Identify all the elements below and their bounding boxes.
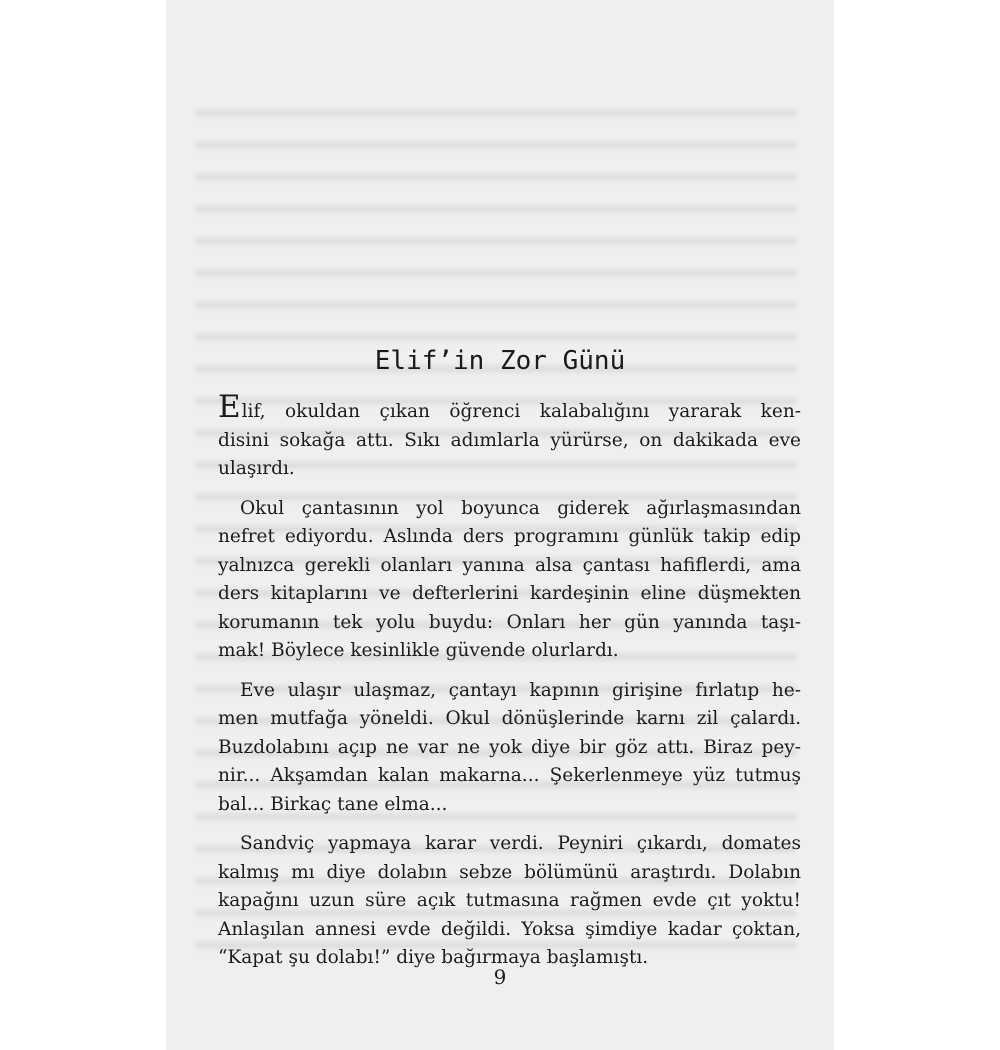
body-text — [218, 389, 801, 984]
drop-cap: E — [218, 389, 241, 425]
chapter-title: Elif’in Zor Günü — [374, 346, 626, 376]
paragraph — [218, 495, 801, 666]
text-line: Sandviç yapmaya karar verdi. Peyniri çıkardı, domates — [240, 833, 801, 854]
text-line: mak! Böylece kesinlikle güvende olurlardı. — [218, 640, 619, 661]
text-line: ders kitaplarını ve defterlerini kardeşinin eline düşmekten — [218, 583, 801, 604]
text-line: Elif, okuldan çıkan öğrenci kalabalığını yararak ken- — [218, 389, 801, 425]
text-line: disini sokağa attı. Sıkı adımlarla yürürse, on dakikada eve — [218, 429, 801, 451]
text-line: yalnızca gerekli olanları yanına alsa çantası hafiflerdi, ama — [218, 554, 801, 576]
page-number: 9 — [493, 965, 507, 989]
text-line: Buzdolabını açıp ne var ne yok diye bir göz attı. Biraz pey- — [218, 736, 801, 758]
text-line: men mutfağa yöneldi. Okul dönüşlerinde karnı zil çalardı. — [218, 708, 801, 729]
text-line: kapağını uzun süre açık tutmasına rağmen evde çıt yoktu! — [218, 890, 801, 911]
text-line: Anlaşılan annesi evde değildi. Yoksa şimdiye kadar çoktan, — [218, 918, 801, 940]
text-line: ulaşırdı. — [218, 458, 295, 479]
paragraph — [218, 389, 801, 484]
text-line: “Kapat şu dolabı!” diye bağırmaya başlamıştı. — [218, 947, 649, 968]
book-page — [166, 0, 834, 1050]
text-line: Okul çantasının yol boyunca giderek ağırlaşmasından — [240, 497, 801, 519]
text-line: Eve ulaşır ulaşmaz, çantayı kapının girişine fırlatıp he- — [240, 679, 801, 701]
paragraph — [218, 677, 801, 820]
text-line: kalmış mı diye dolabın sebze bölümünü araştırdı. Dolabın — [218, 861, 801, 883]
text-line: nefret ediyordu. Aslında ders programını günlük takip edip — [218, 526, 801, 547]
text-line: korumanın tek yolu buydu: Onları her gün yanında taşı- — [218, 611, 801, 633]
paragraph — [218, 830, 801, 973]
text-line: bal... Birkaç tane elma... — [218, 793, 448, 815]
text-line: nir... Akşamdan kalan makarna... Şekerlenmeye yüz tutmuş — [218, 765, 801, 786]
